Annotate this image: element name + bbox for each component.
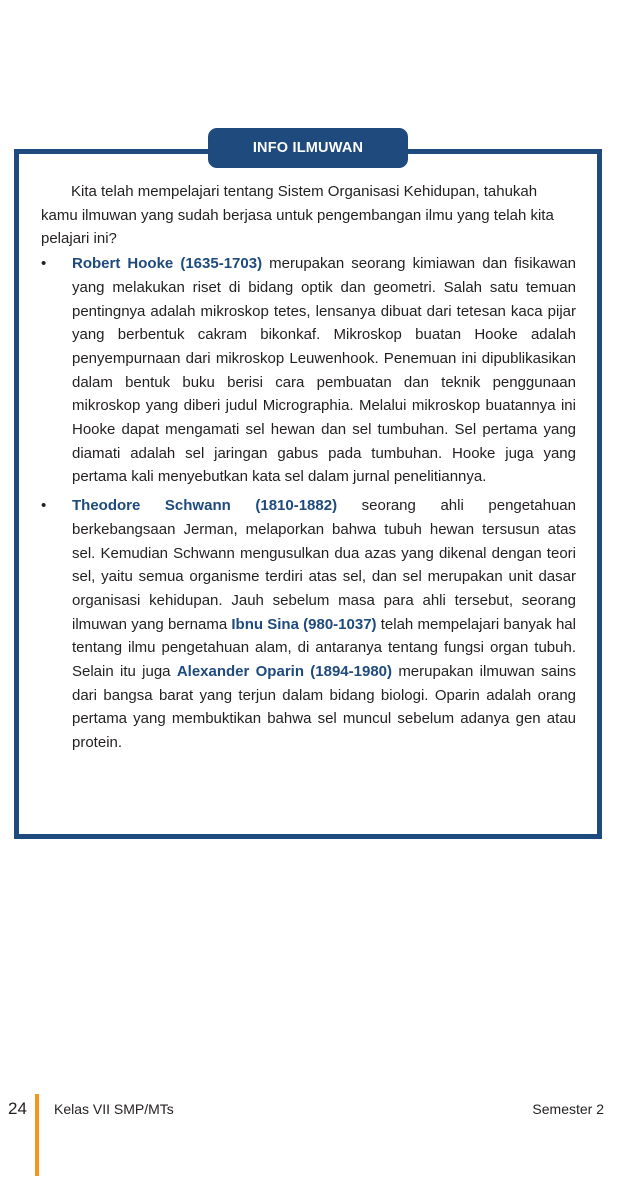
scientist-item-schwann [41,494,576,755]
footer-divider [35,1094,39,1176]
info-box-content [41,180,576,760]
intro-paragraph: Kita telah mempelajari tentang Sistem Organisasi Kehidupan, tahukah kamu ilmuwan yang sudah berjasa untuk pengembangan ilmu yang telah kita pelajari ini? [41,183,554,248]
bullet-icon: • [41,497,47,515]
scientist-description: telah mempelajari banyak hal tentang ilmu pengetahuan alam, di antaranya tentang fungsi organ tubuh. Selain itu juga [72,615,576,681]
scientist-name-ibnu-sina: Ibnu Sina (980-1037) [231,615,377,633]
bullet-icon: • [41,255,47,273]
footer-semester: Semester 2 [532,1101,604,1117]
scientist-description: merupakan ilmuwan sains dari bangsa barat yang terjun dalam bidang biologi. Oparin adalah orang pertama yang membuktikan bahwa sel muncul sebelum adanya gen atau protein. [72,663,576,752]
info-box-title: INFO ILMUWAN [208,128,408,168]
scientist-item-hooke [41,252,576,489]
scientist-name-oparin: Alexander Oparin (1894-1980) [176,663,393,681]
footer-book-title: Kelas VII SMP/MTs [54,1101,174,1117]
scientist-name: Theodore Schwann (1810-1882) [72,497,338,515]
scientist-description: merupakan seorang kimiawan dan fisikawan yang melakukan riset di bidang optik dan geometri. Salah satu temuan pentingnya adalah mikroskop tetes, lensanya dibuat dari tetesan kaca pijar yang berbentuk cakram bikonkaf. Mikroskop buatan Hooke adalah penyempurnaan dari mikroskop Leuwenhook. Penemuan ini dipublikasikan dalam bentuk buku berisi cara pembuatan dan teknik penggunaan mikroskop yang diberi judul Micrographia. Melalui mikroskop buatannya ini Hooke dapat mengamati sel hewan dan sel tumbuhan. Sel pertama yang diamati adalah sel jaringan gabus pada tumbuhan. Hooke juga yang pertama kali menyebutkan kata sel dalam jurnal penelitiannya. [72,255,577,486]
scientist-description: seorang ahli pengetahuan berkebangsaan Jerman, melaporkan bahwa tubuh hewan tersusun atas sel. Kemudian Schwann mengusulkan dua azas yang dikenal dengan teori sel, yaitu semua organisme terdiri atas sel, dan sel merupakan unit dasar organisasi kehidupan. Jauh sebelum masa para ahli tersebut, seorang ilmuwan yang bernama [72,497,576,633]
scientist-name: Robert Hooke (1635-1703) [72,255,263,273]
page-number: 24 [8,1099,27,1118]
